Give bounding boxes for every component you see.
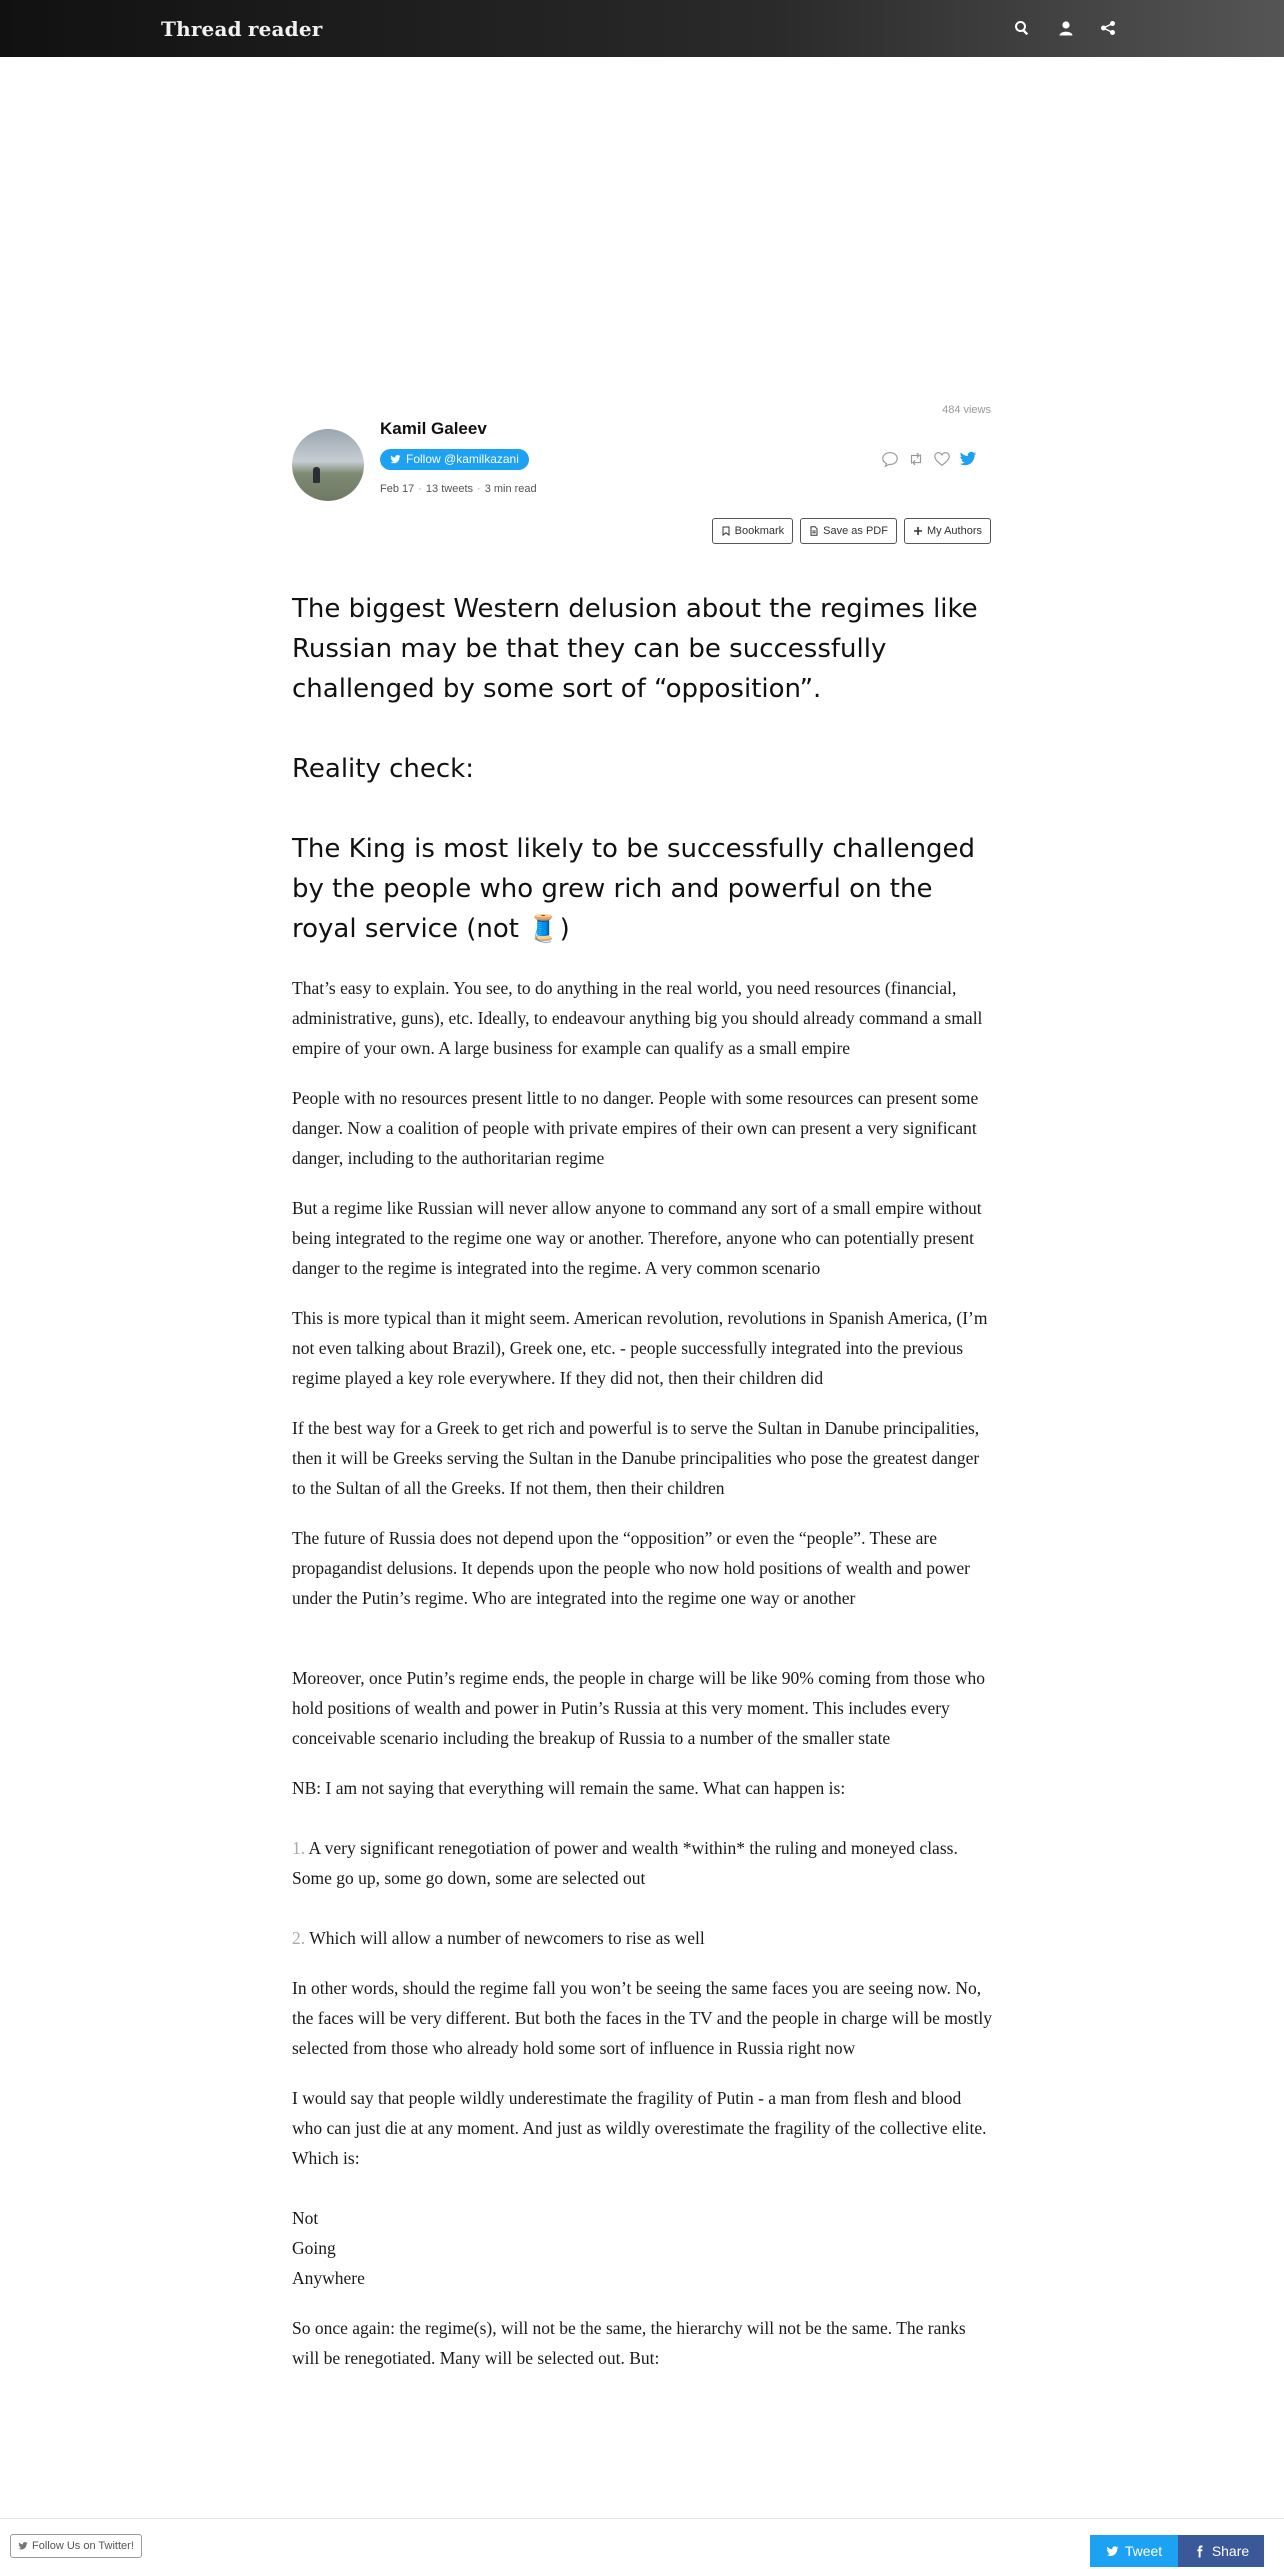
tweet-paragraph: That’s easy to explain. You see, to do anything in the real world, you need resources (financial, administrative, guns), etc. Ideally, to endeavour anything big you should already command a small empire of your own. A large business for example can qualify as a small empire [292,978,983,1058]
tweet-paragraph: NB: I am not saying that everything will remain the same. What can happen is: [292,1778,846,1798]
thread-buttons [712,518,991,544]
tweet-actions [880,449,978,469]
bookmark-label: Bookmark [734,525,785,537]
thread-date: Feb 17 [380,483,415,495]
footer-bar [0,2518,1284,2569]
twitter-icon[interactable] [958,449,978,469]
tweet-paragraph: The future of Russia does not depend upon the “opposition” or even the “people”. These are propagandist delusions. It depends upon the people who now hold positions of wealth and power under the Putin’s regime. Who are integrated into the regime one way or another [292,1528,971,1608]
tweet-share-button[interactable] [1090,2535,1178,2567]
list-item [292,1923,992,1953]
follow-button[interactable] [380,449,529,470]
facebook-share-button[interactable] [1178,2535,1264,2567]
line-going: Going [292,2238,336,2258]
twitter-bird-icon [18,2541,28,2551]
follow-us-label: Follow Us on Twitter! [32,2540,134,2552]
tweet-paragraph: Moreover, once Putin’s regime ends, the people in charge will be like 90% coming from those who hold positions of wealth and power in Putin’s Russia at this very moment. This includes every conceivable scenario including the breakup of Russia to a number of the smaller state [292,1668,985,1748]
like-icon[interactable] [932,449,952,469]
line-anywhere: Anywhere [292,2268,365,2288]
tweet-paragraph: So once again: the regime(s), will not be the same, the hierarchy will not be the same. The ranks will be renegotiated. Many will be selected out. But: [292,2318,966,2368]
thread-title-3: The King is most likely to be successfully challenged by the people who grew rich and powerful on the royal service (not 🧵) [292,834,976,944]
author-name[interactable]: Kamil Galeev [380,419,487,438]
avatar[interactable] [292,429,364,501]
thread-content [292,589,992,2393]
plus-icon [913,526,923,536]
thread-title-1: The biggest Western delusion about the regimes like Russian may be that they can be successfully challenged by some sort of “opposition”. [292,594,978,704]
ad-space [0,57,1284,397]
share-icon[interactable] [1097,17,1119,39]
tweet-list-lines [292,2203,992,2293]
bookmark-button[interactable] [712,518,794,544]
tweet-label: Tweet [1124,2543,1163,2559]
list-number: 2. [292,1928,306,1948]
list-text: Which will allow a number of newcomers to rise as well [309,1928,705,1948]
brand-thread: Thread [161,17,242,41]
twitter-bird-icon [390,454,401,465]
tweet-paragraph: I would say that people wildly underestimate the fragility of Putin - a man from flesh and blood who can just die at any moment. And just as wildly overestimate the fragility of the collective elite. Which is: [292,2088,987,2168]
view-count: 484 views [942,404,991,416]
retweet-icon[interactable] [906,449,926,469]
thread-title-2: Reality check: [292,754,474,784]
tweet-paragraph: This is more typical than it might seem. American revolution, revolutions in Spanish America, (I’m not even talking about Brazil), Greek one, etc. - people successfully integrated into the previous regime played a key role everywhere. If they did not, then their children did [292,1308,988,1388]
file-icon [809,526,819,536]
line-not: Not [292,2208,319,2228]
brand-reader: reader [247,17,323,41]
tweet-paragraph: If the best way for a Greek to get rich and powerful is to serve the Sultan in Danube principalities, then it will be Greeks serving the Sultan in the Danube principalities who pose the greatest danger to the Sultan of all the Greeks. If not them, then their children [292,1418,980,1498]
list-text: A very significant renegotiation of power and wealth *within* the ruling and moneyed class. Some go up, some go down, some are selected out [292,1838,958,1888]
reply-icon[interactable] [880,449,900,469]
follow-label: Follow @kamilkazani [406,452,519,466]
user-icon[interactable] [1055,17,1077,39]
top-navbar [0,0,1284,57]
save-pdf-label: Save as PDF [823,525,888,537]
my-authors-button[interactable] [904,518,991,544]
save-pdf-button[interactable] [800,518,897,544]
tweet-paragraph: People with no resources present little to no danger. People with some resources can present some danger. Now a coalition of people with private empires of their own can present a very significant danger, including to the authoritarian regime [292,1088,979,1168]
follow-us-button[interactable] [10,2534,142,2558]
list-item [292,1833,992,1893]
tweet-paragraph: But a regime like Russian will never allow anyone to command any sort of a small empire without being integrated to the regime one way or another. Therefore, anyone who can potentially present danger to the regime is integrated into the regime. A very common scenario [292,1198,982,1278]
twitter-bird-icon [1106,2545,1119,2558]
share-label: Share [1211,2543,1250,2559]
my-authors-label: My Authors [926,525,982,537]
read-time: 3 min read [484,483,537,495]
facebook-icon [1193,2545,1206,2558]
tweet-paragraph: In other words, should the regime fall you won’t be seeing the same faces you are seeing now. No, the faces will be very different. But both the faces in the TV and the people in charge will be mostly selected from those who already hold some sort of influence in Russia right now [292,1978,992,2058]
list-number: 1. [292,1838,306,1858]
search-icon[interactable] [1011,17,1033,39]
tweet-count: 13 tweets [425,483,474,495]
bookmark-icon [721,526,731,536]
brand-logo[interactable] [161,14,323,44]
thread-meta: Feb 17 · 13 tweets · 3 min read [380,483,537,495]
